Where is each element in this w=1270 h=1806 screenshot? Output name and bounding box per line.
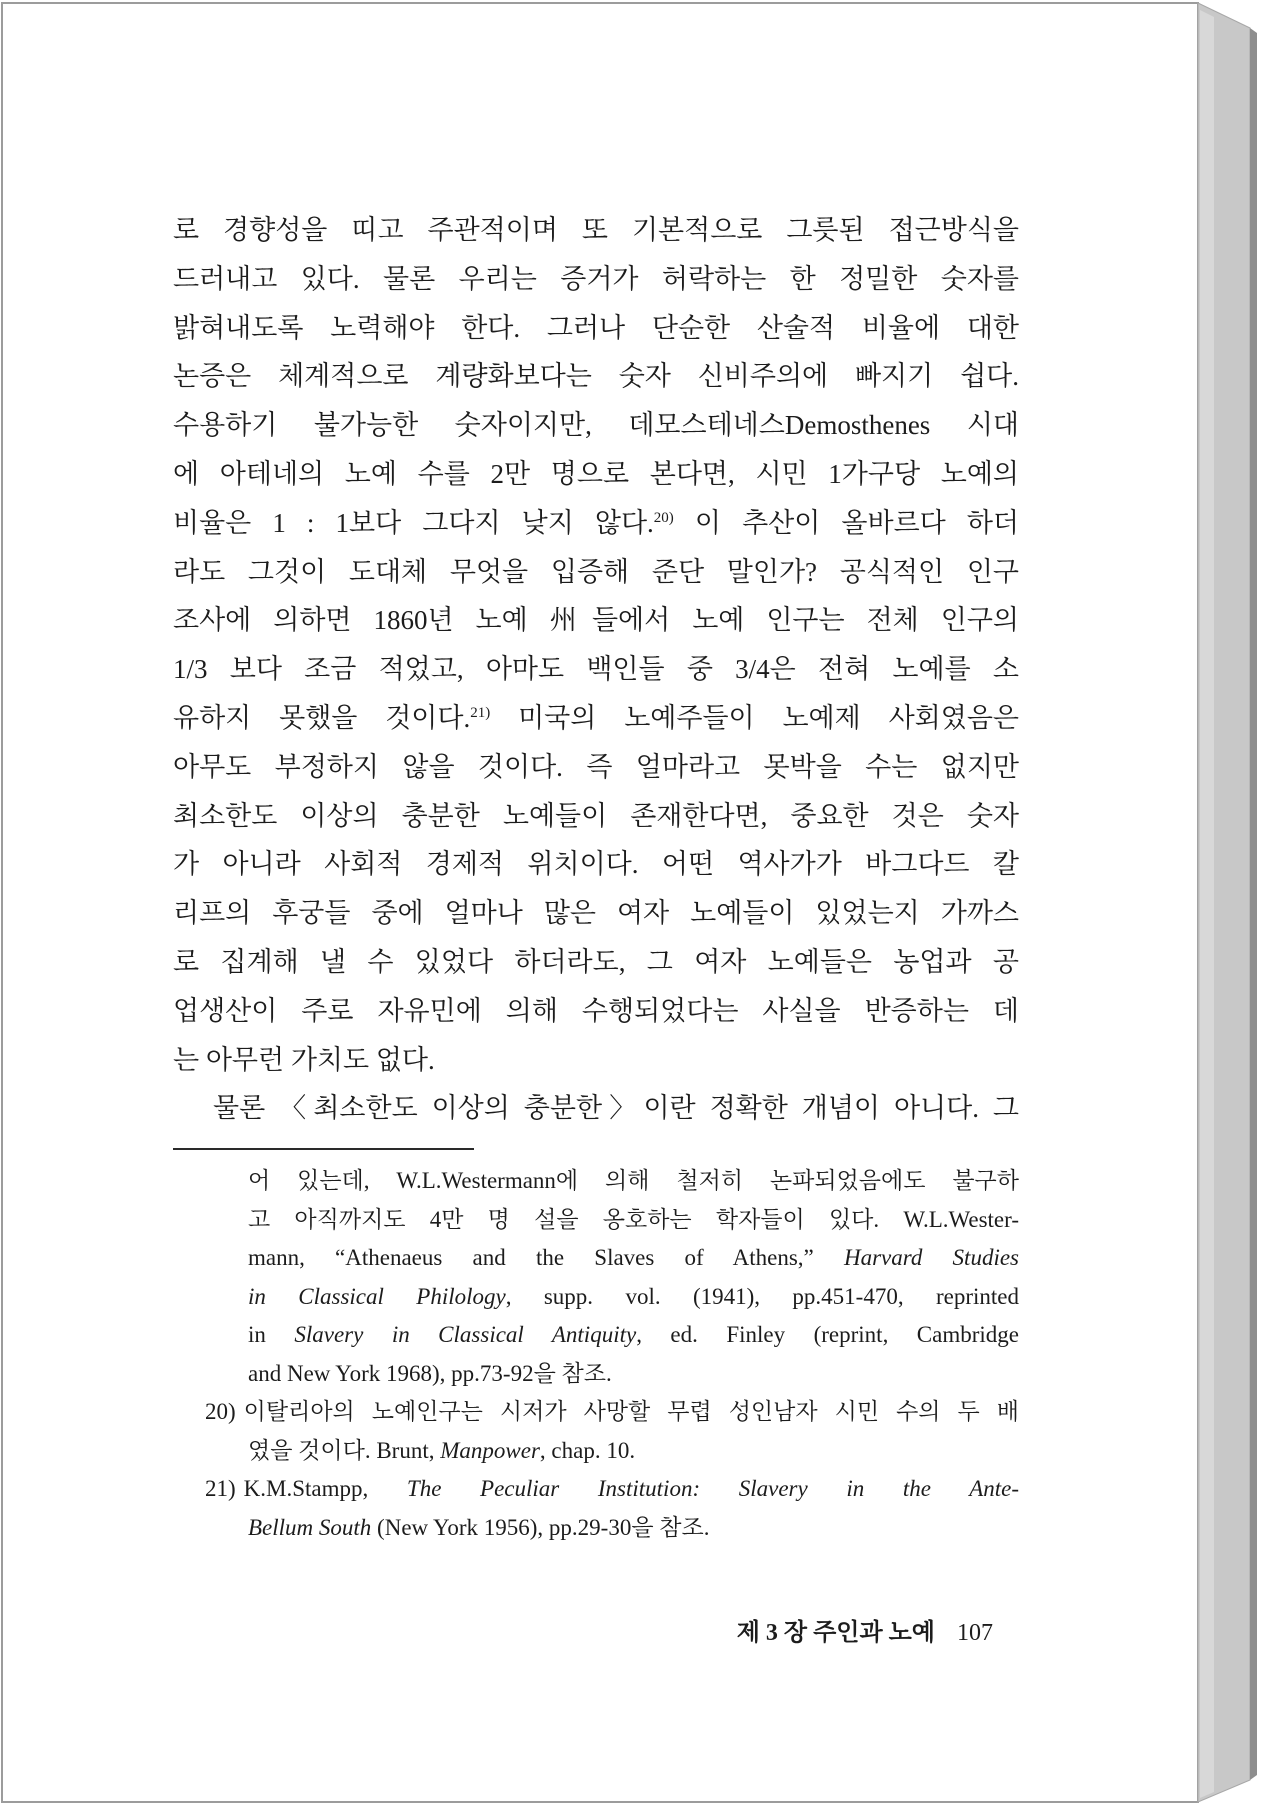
footnote-line [248, 1278, 1019, 1317]
body-line: 조사에 의하면 1860년 노예 州들에서 노예 인구는 전체 인구의 [173, 605, 1019, 636]
chapter-title: 제 3 장 주인과 노예 [736, 1620, 935, 1646]
footnote-number: 20) [205, 1399, 236, 1424]
body-text [173, 206, 1019, 1133]
body-line: 수용하기 불가능한 숫자이지만, 데모스테네스Demosthenes 시대 [173, 410, 1019, 441]
footnote-20 [205, 1393, 1019, 1432]
footnote-line [248, 1162, 1019, 1201]
footnote-title-italic: Bellum South [248, 1514, 372, 1540]
page-edge-dark [1250, 28, 1257, 1780]
footnote-line [248, 1239, 1019, 1278]
body-line-text: 미국의 노예주들이 노예제 사회였음은 [490, 702, 1019, 733]
footnote-text: and New York 1968), pp.73-92을 참조. [248, 1360, 612, 1386]
footnote-line [248, 1316, 1019, 1355]
running-footer [700, 1616, 993, 1650]
body-line: 에 아테네의 노예 수를 2만 명으로 본다면, 시민 1가구당 노예의 [173, 458, 1019, 489]
footnote-title-italic: in Classical Philology [248, 1283, 506, 1309]
body-line [173, 499, 1019, 548]
footnote-line [248, 1201, 1019, 1240]
footnote-text: 고 아직까지도 4만 명 설을 옹호하는 학자들이 있다. W.L.Wester- [248, 1206, 1019, 1232]
body-line: 논증은 체계적으로 계량화보다는 숫자 신비주의에 빠지기 쉽다. [173, 361, 1019, 392]
footnote-title-italic: Slavery in Classical Antiquity [294, 1322, 637, 1347]
body-line-text: 이 추산이 올바르다 하더 [673, 507, 1019, 538]
footnote-21 [205, 1470, 1019, 1509]
footnote-text: , supp. vol. (1941), pp.451-470, reprinted [505, 1283, 1019, 1309]
body-line-paragraph-end: 는 아무런 가치도 없다. [173, 1044, 435, 1075]
footnote-line [248, 1509, 1019, 1548]
footnote-text: , ed. Finley (reprint, Cambridge [636, 1322, 1019, 1347]
body-line: 가 아니라 사회적 경제적 위치이다. 어떤 역사가가 바그다드 칼 [173, 849, 1019, 880]
body-line-paragraph-start: 물론 〈최소한도 이상의 충분한〉이란 정확한 개념이 아니다. 그 [213, 1093, 1019, 1124]
body-line: 아무도 부정하지 않을 것이다. 즉 얼마라고 못박을 수는 없지만 [173, 751, 1019, 782]
footnote-text: 어 있는데, W.L.Westermann에 의해 철저히 논파되었음에도 불구하 [248, 1168, 1019, 1193]
body-line: 최소한도 이상의 충분한 노예들이 존재한다면, 중요한 것은 숫자 [173, 800, 1019, 831]
body-line-text: 유하지 못했을 것이다. [173, 702, 471, 733]
body-line: 리프의 후궁들 중에 얼마나 많은 여자 노예들이 있었는지 가까스 [173, 898, 1019, 929]
body-line: 업생산이 주로 자유민에 의해 수행되었다는 사실을 반증하는 데 [173, 995, 1019, 1026]
footnote-separator [173, 1148, 474, 1150]
footnote-text: , chap. 10. [539, 1437, 636, 1463]
footnote-text: in [248, 1322, 295, 1347]
footnote-line [248, 1432, 1019, 1471]
footnote-text: K.M.Stampp, [243, 1476, 407, 1501]
body-line: 드러내고 있다. 물론 우리는 증거가 허락하는 한 정밀한 숫자를 [173, 263, 1019, 294]
footnote-number: 21) [205, 1476, 236, 1501]
body-line: 로 경향성을 띠고 주관적이며 또 기본적으로 그릇된 접근방식을 [173, 215, 1019, 245]
footnotes [205, 1162, 1019, 1547]
page-edge-highlight [1200, 10, 1214, 1798]
footnote-text: (New York 1956), pp.29-30을 참조. [371, 1514, 710, 1540]
footnote-text: 이탈리아의 노예인구는 시저가 사망할 무렵 성인남자 시민 수의 두 배 [243, 1399, 1019, 1424]
body-line: 1/3 보다 조금 적었고, 아마도 백인들 중 3/4은 전혀 노예를 소 [173, 654, 1019, 685]
footnote-line [248, 1355, 1019, 1394]
footnote-title-italic: Manpower [440, 1437, 540, 1463]
footnote-text: mann, “Athenaeus and the Slaves of Athens,” [248, 1245, 844, 1270]
body-line: 밝혀내도록 노력해야 한다. 그러나 단순한 산술적 비율에 대한 [173, 312, 1019, 343]
body-line: 로 집계해 낼 수 있었다 하더라도, 그 여자 노예들은 농업과 공 [173, 946, 1019, 977]
body-line: 라도 그것이 도대체 무엇을 입증해 준단 말인가? 공식적인 인구 [173, 556, 1019, 587]
footnote-text: 였을 것이다. Brunt, [248, 1437, 441, 1463]
footnote-ref-21: 21) [470, 704, 491, 721]
footnote-title-italic: The Peculiar Institution: Slavery in the Ante- [406, 1476, 1020, 1501]
page-number: 107 [957, 1620, 993, 1646]
body-line [173, 694, 1019, 743]
body-line-text: 비율은 1 : 1보다 그다지 낮지 않다. [173, 507, 654, 538]
footnote-ref-20: 20) [653, 509, 674, 526]
footnote-title-italic: Harvard Studies [843, 1245, 1020, 1270]
